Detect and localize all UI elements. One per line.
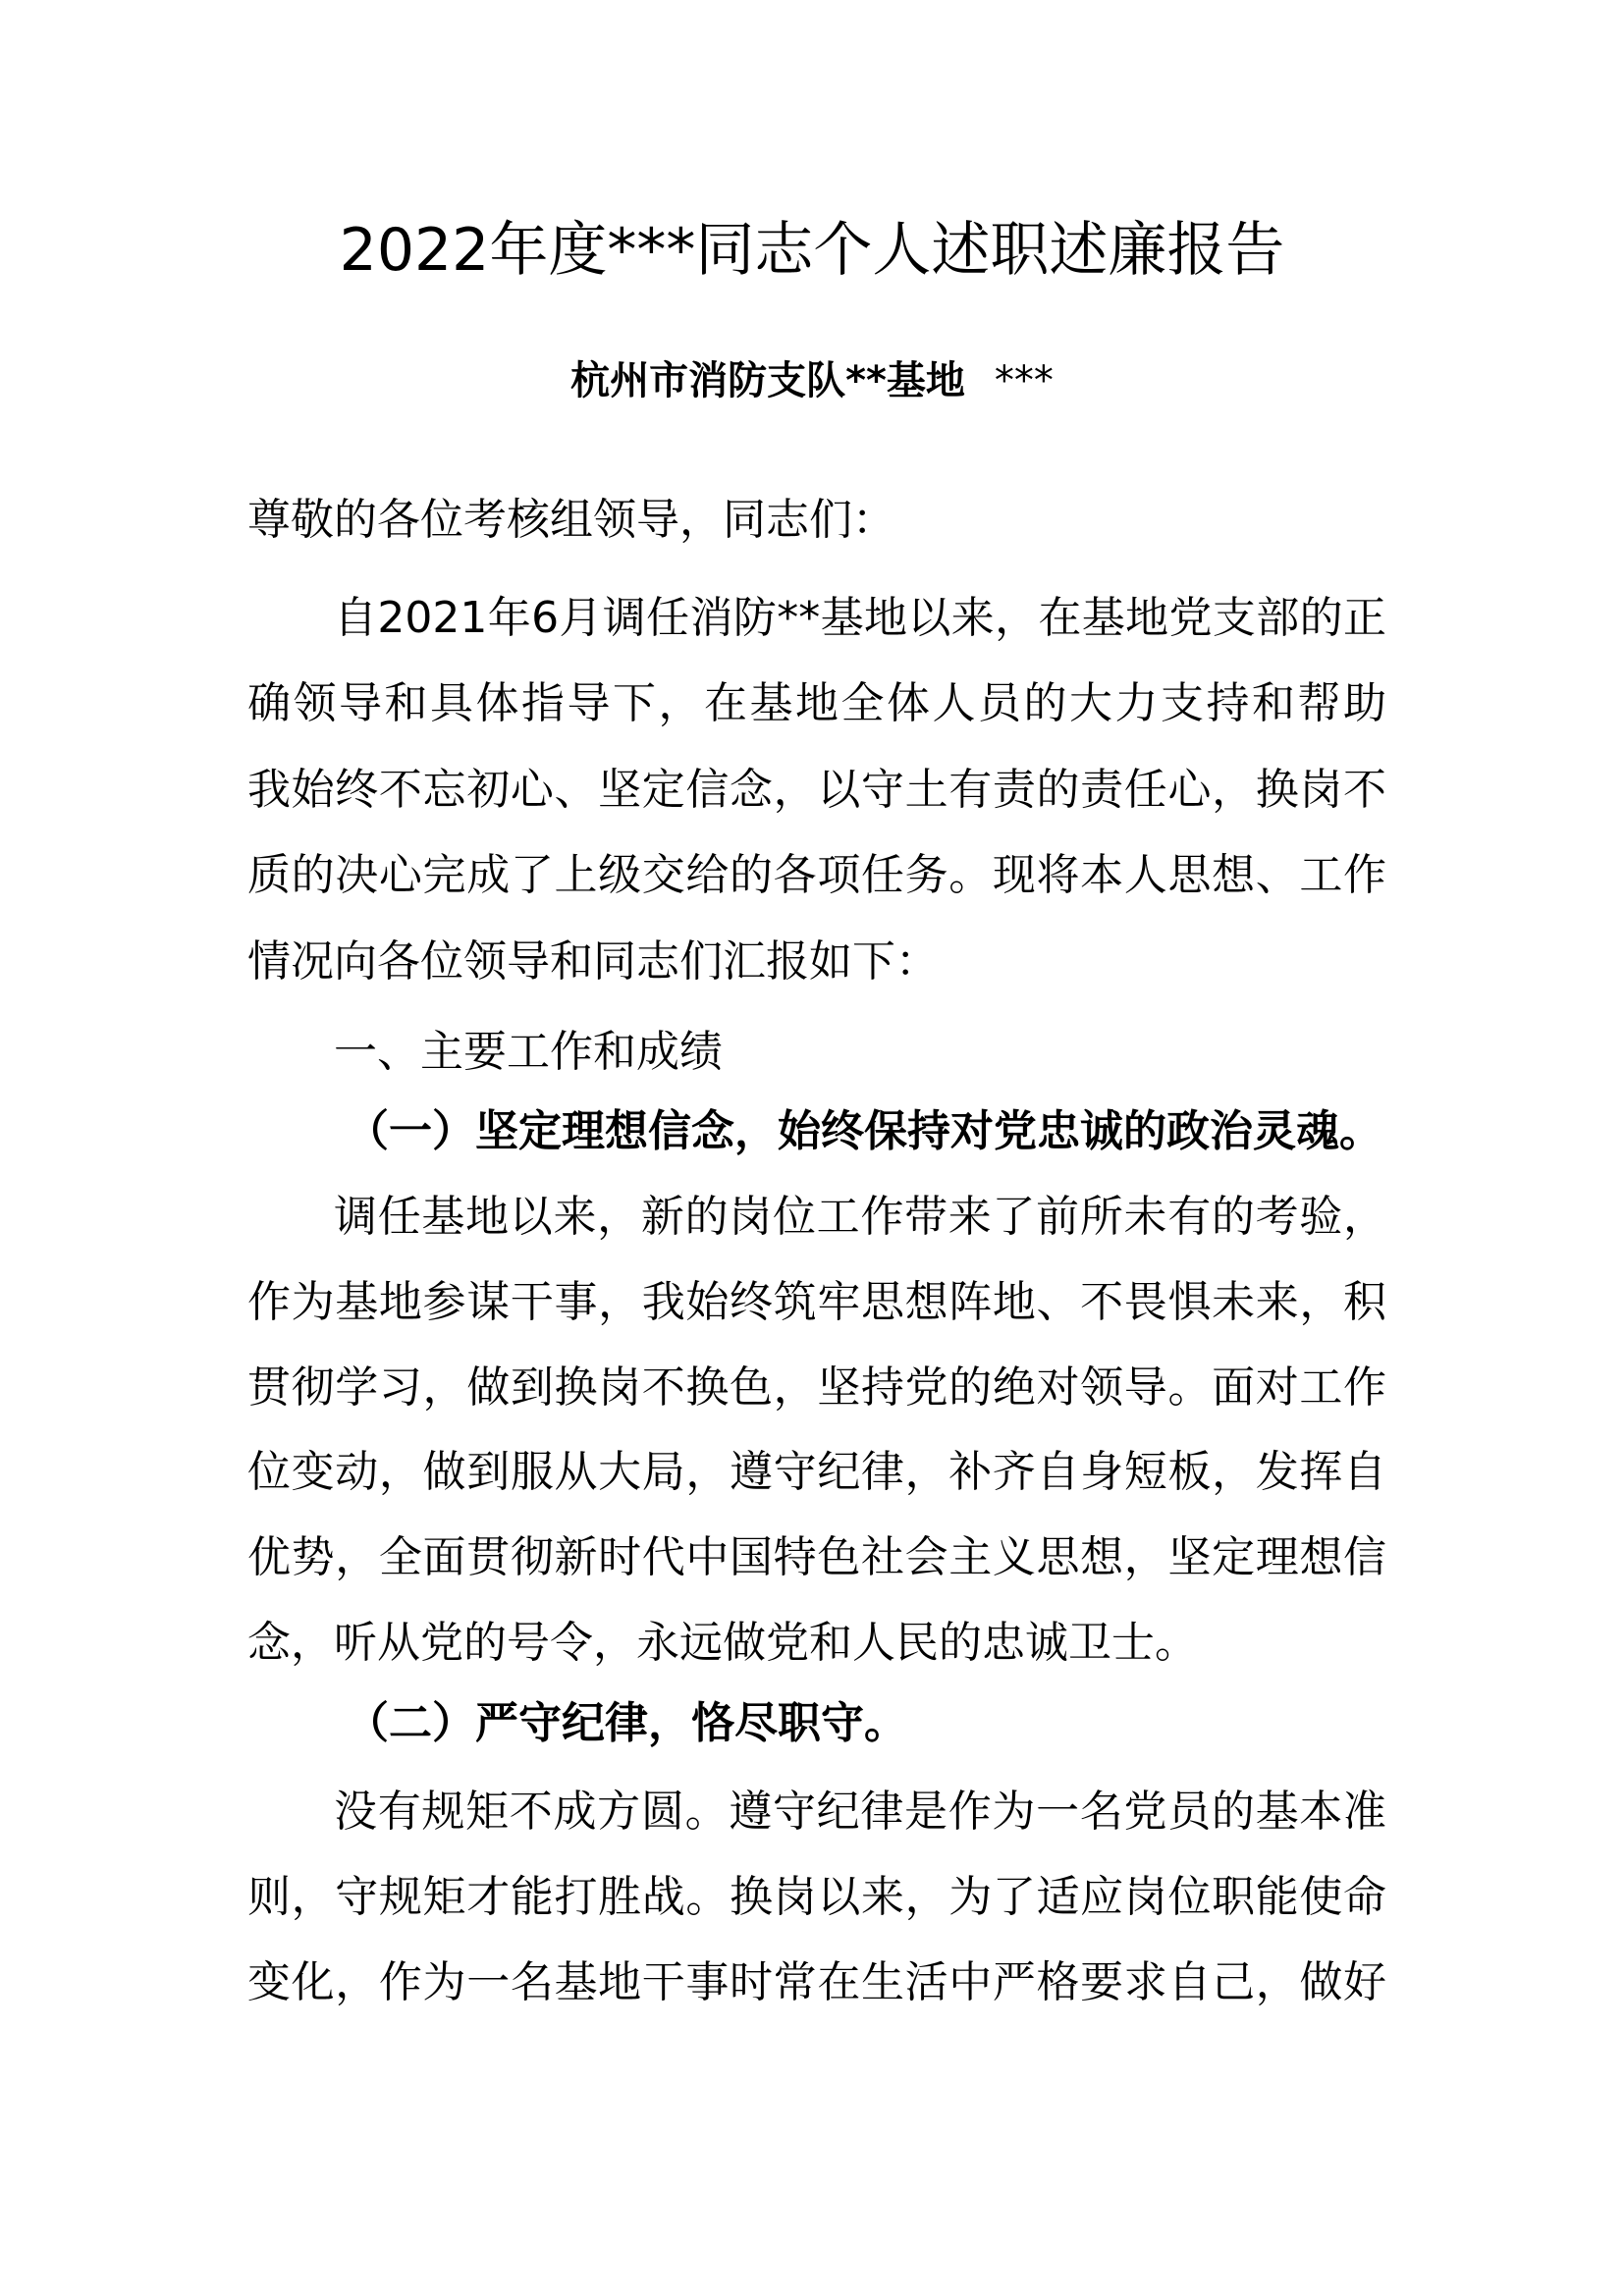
paragraph-line: 念，听从党的号令，永远做党和人民的忠诚卫士。 <box>247 1618 1198 1668</box>
paragraph-line: 位变动，做到服从大局，遵守纪律，补齐自身短板，发挥自 <box>247 1447 1386 1497</box>
paragraph-line: 调任基地以来，新的岗位工作带来了前所未有的考验， <box>334 1192 1386 1242</box>
paragraph-line: 贯彻学习，做到换岗不换色，坚持党的绝对领导。面对工作 <box>247 1362 1386 1413</box>
subtitle-name: *** <box>994 358 1054 403</box>
document-title: 2022年度***同志个人述职述廉报告 <box>339 216 1285 285</box>
paragraph-line: 变化，作为一名基地干事时常在生活中严格要求自己，做好 <box>247 1957 1386 2007</box>
greeting: 尊敬的各位考核组领导，同志们： <box>247 495 895 545</box>
paragraph-line: 情况向各位领导和同志们汇报如下： <box>247 936 939 987</box>
subsection-heading: （一）坚定理想信念，始终保持对党忠诚的政治灵魂。 <box>346 1106 1382 1156</box>
paragraph-line: 自2021年6月调任消防**基地以来，在基地党支部的正 <box>334 593 1386 643</box>
paragraph-line: 优势，全面贯彻新时代中国特色社会主义思想，坚定理想信 <box>247 1532 1386 1582</box>
subsection-heading: （二）严守纪律，恪尽职守。 <box>346 1698 907 1748</box>
paragraph-line: 我始终不忘初心、坚定信念，以守土有责的责任心，换岗不 <box>247 765 1386 815</box>
paragraph-line: 没有规矩不成方圆。遵守纪律是作为一名党员的基本准 <box>334 1787 1386 1837</box>
subtitle-org: 杭州市消防支队**基地 <box>570 358 965 403</box>
paragraph-line: 确领导和具体指导下，在基地全体人员的大力支持和帮助 <box>247 678 1386 728</box>
document-subtitle <box>0 353 1624 408</box>
paragraph-line: 质的决心完成了上级交给的各项任务。现将本人思想、工作 <box>247 850 1386 900</box>
paragraph-line: 作为基地参谋干事，我始终筑牢思想阵地、不畏惧未来，积 <box>247 1277 1386 1327</box>
section-heading: 一、主要工作和成绩 <box>334 1027 723 1077</box>
paragraph-line: 则，守规矩才能打胜战。换岗以来，为了适应岗位职能使命 <box>247 1872 1386 1922</box>
